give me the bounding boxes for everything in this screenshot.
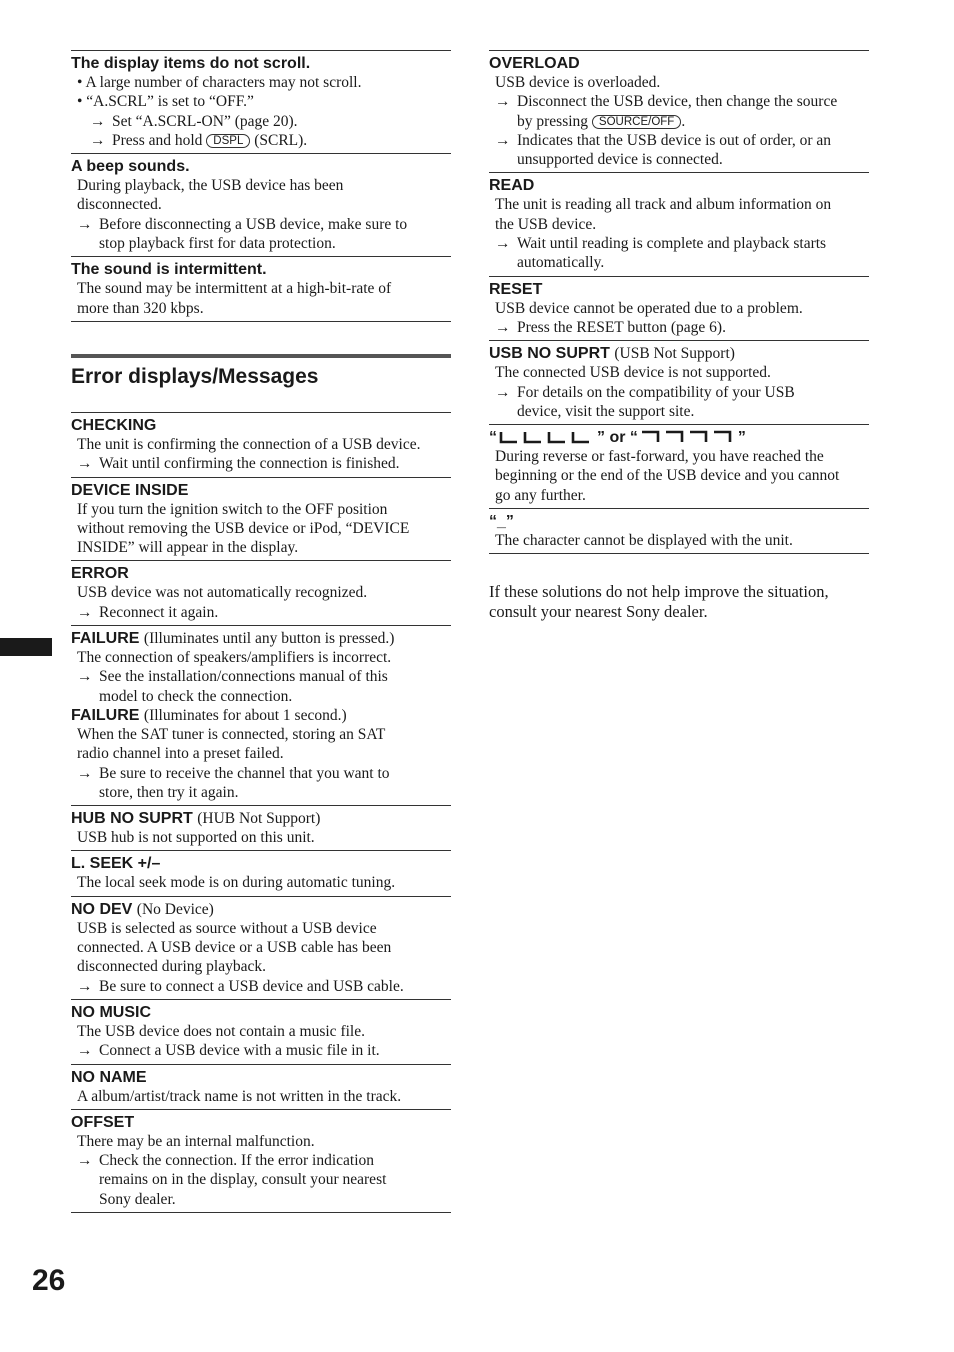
message-heading: READ — [489, 177, 535, 195]
message-text: The unit is reading all track and album information on — [495, 196, 832, 214]
message-text: the USB device. — [495, 215, 597, 233]
action-line: → Connect a USB device with a music file in it. — [77, 1042, 380, 1060]
message-no-name — [71, 1064, 451, 1109]
message-text: connected. A USB device or a USB cable has been — [77, 939, 392, 957]
entry-heading: A beep sounds. — [71, 158, 190, 176]
action-line: → See the installation/connections manual of this — [77, 668, 388, 686]
message-error — [71, 560, 451, 625]
message-checking — [71, 412, 451, 477]
action-line: → Reconnect it again. — [77, 603, 219, 621]
message-no-music — [71, 999, 451, 1064]
message-text: The connected USB device is not supported. — [495, 364, 771, 382]
message-device-inside — [71, 477, 451, 561]
action-line: Sony dealer. — [99, 1190, 176, 1208]
message-heading: NO MUSIC — [71, 1003, 151, 1021]
arrow-icon: → — [495, 318, 511, 336]
arrow-icon: → — [77, 1042, 93, 1060]
message-overload — [489, 50, 869, 172]
message-text: The connection of speakers/amplifiers is incorrect. — [77, 649, 392, 667]
message-heading: RESET — [489, 280, 543, 298]
message-text: The unit is confirming the connection of a USB device. — [77, 435, 421, 453]
forward-end-glyph-icon — [638, 430, 738, 444]
message-l-seek — [71, 850, 451, 895]
action-line: → Wait until reading is complete and playback starts — [495, 235, 827, 253]
entry-text: The sound may be intermittent at a high-bit-rate of — [77, 280, 392, 298]
message-no-dev — [71, 896, 451, 999]
action-line: stop playback first for data protection. — [99, 235, 336, 253]
message-heading: USB NO SUPRT (USB Not Support) — [489, 345, 735, 363]
section-tab-marker — [0, 638, 52, 656]
message-heading: “_” — [489, 513, 514, 531]
action-line: remains on in the display, consult your nearest — [99, 1171, 387, 1189]
arrow-icon: → — [495, 131, 511, 149]
message-text: The character cannot be displayed with the unit. — [495, 532, 793, 550]
action-line: → Be sure to receive the channel that you want to — [77, 764, 390, 782]
message-heading: L. SEEK +/– — [71, 855, 161, 873]
action-line: → Press and hold DSPL (SCRL). — [90, 131, 308, 149]
message-heading: OFFSET — [71, 1113, 135, 1131]
arrow-icon: → — [77, 603, 93, 621]
message-text: A album/artist/track name is not written in the track. — [77, 1087, 402, 1105]
message-heading: ERROR — [71, 565, 129, 583]
message-text: USB hub is not supported on this unit. — [77, 829, 315, 847]
message-text: USB is selected as source without a USB device — [77, 919, 377, 937]
action-line: → Set “A.SCRL-ON” (page 20). — [90, 112, 298, 130]
message-reset — [489, 276, 869, 341]
message-text: disconnected during playback. — [77, 958, 266, 976]
message-heading: “ ” or “ ” — [489, 429, 746, 447]
reverse-end-glyph-icon — [497, 430, 597, 444]
entry-heading: The sound is intermittent. — [71, 261, 267, 279]
message-text: When the SAT tuner is connected, storing an SAT — [77, 725, 386, 743]
arrow-icon: → — [90, 131, 106, 149]
action-line: → Be sure to connect a USB device and USB cable. — [77, 977, 404, 995]
arrow-icon: → — [77, 215, 93, 233]
message-usb-no-suprt — [489, 340, 869, 424]
message-read — [489, 172, 869, 275]
arrow-icon: → — [77, 1152, 93, 1170]
message-offset — [71, 1109, 451, 1213]
entry-text: more than 320 kbps. — [77, 299, 204, 317]
trouble-entry-intermittent — [71, 256, 451, 322]
action-line: → Indicates that the USB device is out of order, or an — [495, 131, 832, 149]
action-line: → For details on the compatibility of your USB — [495, 383, 795, 401]
message-heading: OVERLOAD — [489, 55, 580, 72]
message-heading: DEVICE INSIDE — [71, 481, 189, 499]
message-text: go any further. — [495, 486, 586, 504]
action-line: unsupported device is connected. — [517, 151, 723, 169]
bullet-line: • “A.SCRL” is set to “OFF.” — [77, 93, 254, 111]
dspl-button-label: DSPL — [206, 134, 250, 148]
section-divider — [71, 354, 451, 358]
message-text: INSIDE” will appear in the display. — [77, 539, 299, 557]
action-line: model to check the connection. — [99, 687, 293, 705]
action-line: → Press the RESET button (page 6). — [495, 318, 726, 336]
action-line: store, then try it again. — [99, 783, 239, 801]
arrow-icon: → — [77, 668, 93, 686]
message-heading: HUB NO SUPRT (HUB Not Support) — [71, 810, 321, 828]
entry-text: During playback, the USB device has been — [77, 177, 344, 195]
entry-heading: The display items do not scroll. — [71, 55, 311, 72]
action-line: automatically. — [517, 254, 605, 272]
message-note: (Illuminates for about 1 second.) — [143, 706, 347, 724]
page-number: 26 — [32, 1264, 66, 1297]
arrow-icon: → — [495, 93, 511, 111]
message-text: USB device is overloaded. — [495, 74, 661, 91]
arrow-icon: → — [77, 455, 93, 473]
message-failure — [71, 625, 451, 805]
arrow-icon: → — [495, 383, 511, 401]
source-off-button-label: SOURCE/OFF — [592, 115, 681, 129]
left-column — [71, 50, 451, 1213]
bullet-line: • A large number of characters may not scroll. — [77, 74, 362, 91]
action-line: → Before disconnecting a USB device, make sure to — [77, 215, 408, 233]
message-text: If you turn the ignition switch to the OFF position — [77, 500, 388, 518]
arrow-icon: → — [90, 112, 106, 130]
right-column — [489, 50, 869, 622]
message-heading: FAILURE (Illuminates until any button is pressed.) — [71, 630, 395, 648]
message-text: beginning or the end of the USB device and you cannot — [495, 467, 840, 485]
message-heading: FAILURE (Illuminates for about 1 second.) — [71, 706, 347, 724]
arrow-icon: → — [77, 764, 93, 782]
message-note: (USB Not Support) — [614, 345, 735, 363]
trouble-entry-beep — [71, 153, 451, 256]
message-heading: NO DEV (No Device) — [71, 900, 214, 918]
entry-text: disconnected. — [77, 196, 162, 214]
arrow-icon: → — [495, 235, 511, 253]
action-line: → Disconnect the USB device, then change the source — [495, 93, 838, 111]
message-text: The local seek mode is on during automatic tuning. — [77, 874, 396, 892]
message-text: USB device cannot be operated due to a problem. — [495, 299, 803, 317]
message-underscore — [489, 508, 869, 554]
message-text: without removing the USB device or iPod, “DEVICE — [77, 519, 410, 537]
message-text: USB device was not automatically recognized. — [77, 584, 368, 602]
action-line: → Wait until confirming the connection is finished. — [77, 455, 400, 473]
action-line: → Check the connection. If the error indication — [77, 1152, 375, 1170]
section-title: Error displays/Messages — [71, 364, 319, 388]
action-line: by pressing SOURCE/OFF . — [517, 112, 686, 130]
message-seek-end — [489, 424, 869, 508]
message-note: (Illuminates until any button is pressed.) — [143, 630, 395, 648]
message-text: radio channel into a preset failed. — [77, 745, 284, 763]
action-line: device, visit the support site. — [517, 402, 695, 420]
message-heading: NO NAME — [71, 1068, 147, 1086]
message-note: (No Device) — [136, 900, 214, 918]
message-note: (HUB Not Support) — [197, 810, 321, 828]
message-hub-no-suprt — [71, 805, 451, 850]
closing-paragraph: If these solutions do not help improve the situation, consult your nearest Sony dealer. — [489, 582, 829, 622]
message-text: During reverse or fast-forward, you have reached the — [495, 448, 824, 466]
message-text: There may be an internal malfunction. — [77, 1132, 315, 1150]
arrow-icon: → — [77, 977, 93, 995]
message-text: The USB device does not contain a music file. — [77, 1022, 365, 1040]
message-heading: CHECKING — [71, 416, 157, 434]
trouble-entry-scroll — [71, 50, 451, 153]
